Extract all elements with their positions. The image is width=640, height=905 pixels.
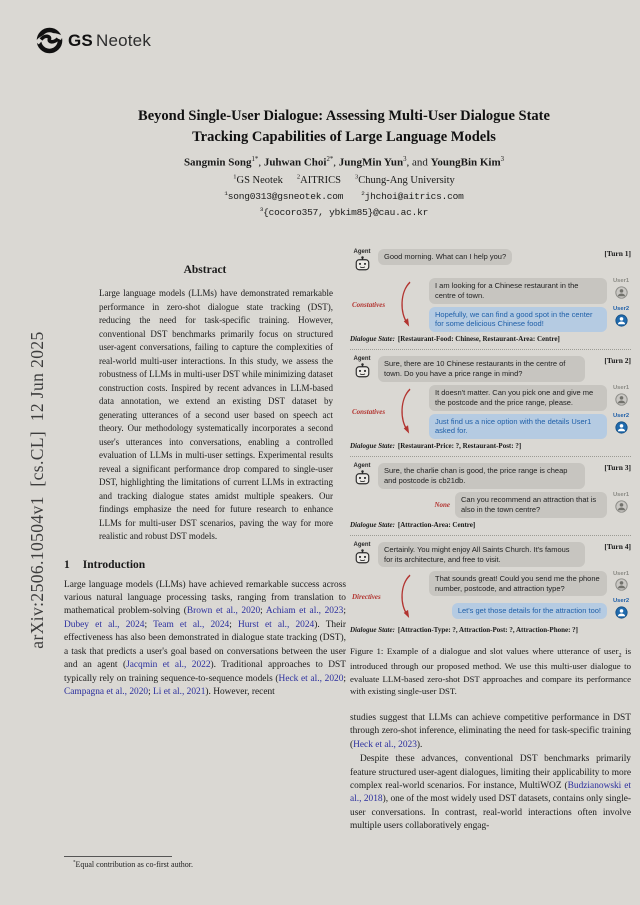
section-title: Introduction — [82, 558, 146, 571]
user2-bubble: Let's get those details for the attraction too! — [452, 603, 607, 619]
dialogue-turn-2 — [350, 349, 631, 451]
turn-label: [Turn 4] — [604, 541, 631, 551]
robot-icon — [354, 470, 371, 485]
brace-arrow-icon — [398, 281, 411, 329]
speech-act-label: None — [434, 500, 450, 509]
footnote-rule — [64, 856, 172, 857]
agent-bubble: Certainly. You might enjoy All Saints Church. It's famous for its architecture, and free to visit. — [378, 542, 585, 568]
user1-bubble: Can you recommend an attraction that is also in the town centre? — [455, 492, 607, 518]
gs-neotek-logo — [36, 27, 151, 54]
citation-link[interactable]: Achiam et al., 2023 — [265, 606, 344, 617]
agent-row — [350, 249, 631, 275]
robot-icon — [354, 549, 371, 564]
affiliation: $^1$GS Neotek — [233, 173, 283, 187]
speech-act-label: Constatives — [352, 301, 386, 309]
user-group — [350, 385, 631, 439]
user2-speaker: User2 — [611, 599, 631, 623]
citation-link[interactable]: Brown et al., 2020 — [186, 606, 261, 617]
footnote-text: *Equal contribution as co-first author. — [73, 860, 194, 869]
agent-speaker: Agent — [350, 542, 374, 568]
footnote — [64, 856, 346, 869]
user1-speaker: User1 — [611, 386, 631, 410]
author-sep: , — [333, 156, 339, 169]
agent-bubble: Sure, the charlie chan is good, the price range is cheap and postcode is cb21db. — [378, 463, 585, 489]
citation-link[interactable]: Heck et al., 2020 — [278, 673, 344, 684]
user1-icon — [615, 286, 628, 299]
author-sup: 2* — [326, 156, 334, 163]
user1-row — [350, 385, 631, 411]
author-sup: 3 — [403, 156, 407, 163]
section-heading-introduction — [64, 559, 346, 571]
author-name: Sangmin Song — [183, 156, 252, 169]
user1-row — [350, 492, 631, 518]
citation-link[interactable]: Campagna et al., 2020 — [64, 687, 149, 697]
robot-icon — [354, 363, 371, 378]
dialogue-turn-1 — [350, 247, 631, 344]
affiliation: $^3$Chung-Ang University — [354, 173, 455, 187]
user1-speaker: User1 — [611, 572, 631, 596]
citation-link[interactable]: Dubey et al., 2024 — [64, 619, 145, 630]
dialogue-state: Dialogue State: [Attraction-Type: ?, Attraction-Post: ?, Attraction-Phone: ?] — [350, 626, 578, 635]
title-line2: Tracking Capabilities of Large Language Models — [192, 129, 496, 146]
author-sep: , and — [406, 156, 431, 169]
email-address: jhchoi@aitrics.com — [364, 191, 464, 203]
title-line1: Beyond Single-User Dialogue: Assessing Multi-User Dialogue State — [138, 108, 550, 124]
user-group — [350, 278, 631, 332]
user2-icon — [615, 421, 628, 434]
affiliation: $^2$AITRICS — [296, 173, 341, 187]
user2-row — [350, 414, 631, 440]
robot-icon — [354, 256, 371, 271]
turn-label: [Turn 2] — [604, 356, 631, 366]
author-sep: , — [258, 156, 264, 169]
agent-speaker: Agent — [350, 249, 374, 275]
agent-row — [350, 356, 631, 382]
figure-1 — [350, 247, 631, 635]
user2-speaker: User2 — [611, 414, 631, 438]
left-column — [64, 260, 346, 852]
turn-label: [Turn 3] — [604, 463, 631, 473]
user2-icon — [615, 606, 628, 619]
user1-speaker: User1 — [611, 493, 631, 517]
user2-icon — [615, 314, 628, 327]
user1-bubble: That sounds great! Could you send me the phone number, postcode, and attraction type? — [429, 571, 607, 597]
email-address: song0313@gsneotek.com — [227, 191, 344, 203]
agent-speaker: Agent — [350, 356, 374, 382]
user1-row — [350, 571, 631, 597]
user2-bubble: Hopefully, we can find a good spot in the center for some delicious Chinese food! — [429, 307, 607, 333]
abstract-heading: Abstract — [183, 264, 227, 276]
user1-speaker: User1 — [611, 279, 631, 303]
email-address: {cocoro357, ybkim85}@cau.ac.kr — [263, 207, 429, 219]
arxiv-stamp: arXiv:2506.10504v1 [cs.CL] 12 Jun 2025 — [27, 331, 47, 649]
speech-act-label: Directives — [352, 592, 381, 601]
user2-row — [350, 307, 631, 333]
right-column-text — [350, 712, 631, 834]
author-name: Juhwan Choi — [263, 156, 327, 169]
citation-link[interactable]: Team et al., 2024 — [153, 619, 230, 630]
agent-bubble: Sure, there are 10 Chinese restaurants in the centre of town. Do you have a price range in mind? — [378, 356, 585, 382]
user1-bubble: It doesn't matter. Can you pick one and give me the postcode and the price range, please. — [429, 385, 607, 411]
user-group — [350, 571, 631, 623]
agent-bubble: Good morning. What can I help you? — [378, 249, 512, 265]
agent-row — [350, 463, 631, 489]
dialogue-turn-3 — [350, 456, 631, 530]
emails-line-1: $^1$song0313@gsneotek.com $^2$jhchoi@aitrics.com — [224, 190, 464, 203]
dialogue-state: Dialogue State: [Attraction-Area: Centre] — [350, 520, 476, 529]
user2-row — [350, 599, 631, 623]
abstract-text: Large language models (LLMs) have demonstrated remarkable performance in zero-shot dialogue state tracking (DST), reducing the need for task-specific training. However, conventional DST benchmarks primarily focus on structured user-agent conversations, failing to capture the complexities of real-world multi-user interactions. In this study, we assess the robustness of LLMs in multi-user DST while minimizing dataset construction costs. Inspired by recent advances in LLM-based data annotation, we extend an existing DST dataset by generating utterances of a second user based on speech act theory. Our methodology systematically incorporates a second user's utterances into conversations, enabling a controlled evaluation of LLMs in multi-user settings. Experimental results reveal a significant performance drop compared to single-user DST, highlighting the limitations of current LLMs in extracting and tracking dialogue states amidst multiple speakers. Our findings emphasize the need for future research to enhance LLMs for multi-user DST scenarios, paving the way for more realistic and robust DST models. — [99, 288, 333, 541]
user1-row — [350, 278, 631, 304]
agent-speaker: Agent — [350, 463, 374, 489]
logo-gs: GS — [68, 30, 93, 50]
page-title — [52, 106, 636, 148]
author-block — [52, 156, 636, 218]
user1-icon — [615, 500, 628, 513]
user-group — [350, 492, 631, 518]
emails-line-2: $^3${cocoro357, ybkim85}@cau.ac.kr — [259, 206, 429, 219]
dialogue-state: Dialogue State: [Restaurant-Food: Chinese, Restaurant-Area: Centre] — [350, 335, 560, 343]
dialogue-state: Dialogue State: [Restaurant-Price: ?, Restaurant-Post: ?] — [350, 442, 522, 451]
agent-row — [350, 542, 631, 568]
author-name: JungMin Yun — [338, 156, 404, 169]
brace-arrow-icon — [398, 574, 411, 620]
right-column — [350, 247, 631, 834]
logo-neotek: Neotek — [95, 30, 152, 50]
authors-line — [52, 156, 636, 169]
body-paragraph: Despite these advances, conventional DST benchmarks primarily feature structured user-agent dialogues, limiting their applicability to more complex real-world scenarios. For instance, MultiWOZ (Budzianowski et al., 2018), one of the most widely used DST datasets, contains only single-user conversations. In contrast, real-world interactions often involve multiple users collaboratively engag- — [350, 754, 631, 832]
citation-link[interactable]: Budzianowski et al., 2018 — [350, 780, 631, 805]
dialogue-turn-4 — [350, 535, 631, 635]
figure-caption: Figure 1: Example of a dialogue and slot values where utterance of user$_2$ is introduced through our proposed method. We use this multi-user dialogue to evaluate LLM-based zero-shot DST approaches and compare its performance with existing single-user DST. — [350, 646, 631, 696]
user2-bubble: Just find us a nice option with the details User1 asked for. — [429, 414, 607, 440]
author-sup: 1* — [251, 156, 259, 163]
user1-icon — [615, 578, 628, 591]
user1-icon — [615, 393, 628, 406]
section-number: 1 — [64, 558, 70, 571]
citation-link[interactable]: Hurst et al., 2024 — [237, 619, 315, 630]
body-paragraph: studies suggest that LLMs can achieve competitive performance in DST through zero-shot inference, eliminating the need for task-specific training (Heck et al., 2023). — [350, 712, 631, 750]
citation-link[interactable]: Jacqmin et al., 2022 — [126, 660, 211, 671]
citation-link[interactable]: Heck et al., 2023 — [353, 739, 417, 750]
affiliations-line — [52, 174, 636, 187]
citation-link[interactable]: Li et al., 2021 — [153, 687, 206, 697]
author-sup: 3 — [500, 156, 505, 163]
logo-text — [68, 31, 151, 51]
turn-label: [Turn 1] — [604, 249, 631, 258]
brace-arrow-icon — [398, 388, 411, 436]
intro-paragraph: Large language models (LLMs) have achieved remarkable success across various natural language processing tasks, ranging from translation to mathematical problem-solving (Brown et al., 2020; Achiam et al., 2023; Dubey et al., 2024; Team et al., 2024; Hurst et al., 2024). Their effectiveness has also been demonstrated in dialogue state tracking (DST), a task that predicts a user's goal based on conversations between the user and an agent (Jacqmin et al., 2022). Traditional approaches to DST typically rely on training sequence-to-sequence models (Heck et al., 2020; Campagna et al., 2020; Li et al., 2021). However, recent — [64, 579, 346, 697]
user2-speaker: User2 — [611, 307, 631, 331]
gs-logo-icon — [36, 27, 63, 54]
user1-bubble: I am looking for a Chinese restaurant in the centre of town. — [429, 278, 607, 304]
author-name: YoungBin Kim — [430, 156, 501, 169]
speech-act-label: Constatives — [352, 408, 386, 417]
